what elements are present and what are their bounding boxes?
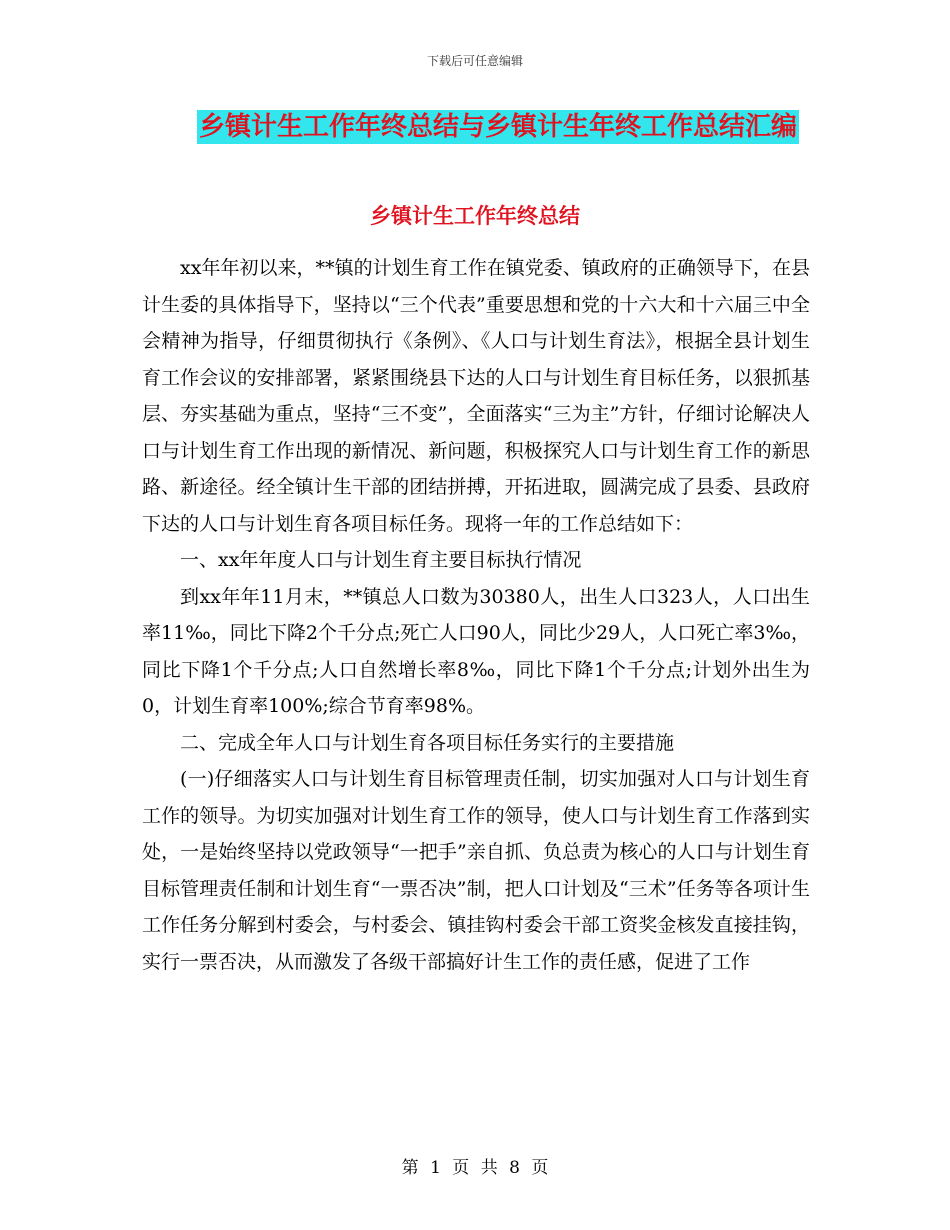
paragraph-statistics: 到xx年年11月末，**镇总人口数为30380人，出生人口323人，人口出生率11‰，同比下降2个千分点;死亡人口90人，同比少29人，人口死亡率3‰，同比下降1个千分点;人口自然增长率8‰，同比下降1个千分点;计划外出生为0，计划生育率100%;综合节育率98%。 <box>142 585 810 717</box>
section-title: 乡镇计生工作年终总结 <box>370 204 580 228</box>
main-title: 乡镇计生工作年终总结与乡镇计生年终工作总结汇编 <box>198 112 797 142</box>
paragraph-measures: (一)仔细落实人口与计划生育目标管理责任制，切实加强对人口与计划生育工作的领导。为切实加强对计划生育工作的领导，使人口与计划生育工作落到实处，一是始终坚持以党政领导“一把手”亲自抓、负总责为核心的人口与计划生育目标管理责任制和计划生育“一票否决”制，把人口计划及“三术”任务等各项计生工作任务分解到村委会，与村委会、镇挂钩村委会干部工资奖金核发直接挂钩，实行一票否决，从而激发了各级干部搞好计生工作的责任感，促进了工作 <box>142 768 810 973</box>
main-title-container <box>0 110 950 144</box>
paragraph-heading-2: 二、完成全年人口与计划生育各项目标任务实行的主要措施 <box>180 731 675 754</box>
paragraph-heading-1: 一、xx年年度人口与计划生育主要目标执行情况 <box>180 549 582 571</box>
page-number: 第 1 页 共 8 页 <box>401 1158 549 1178</box>
paragraph-intro: xx年年初以来，**镇的计划生育工作在镇党委、镇政府的正确领导下，在县计生委的具体指导下，坚持以“三个代表”重要思想和党的十六大和十六届三中全会精神为指导，仔细贯彻执行《条例》、《人口与计划生育法》，根据全县计划生育工作会议的安排部署，紧紧围绕县下达的人口与计划生育目标任务，以狠抓基层、夯实基础为重点，坚持“三不变”，全面落实“三为主”方针，仔细讨论解决人口与计划生育工作出现的新情况、新问题，积极探究人口与计划生育工作的新思路、新途径。经全镇计生干部的团结拼搏，开拓进取，圆满完成了县委、县政府下达的人口与计划生育各项目标任务。现将一年的工作总结如下： <box>142 257 810 535</box>
document-body <box>142 250 810 980</box>
page-header-note: 下载后可任意编辑 <box>426 54 523 68</box>
